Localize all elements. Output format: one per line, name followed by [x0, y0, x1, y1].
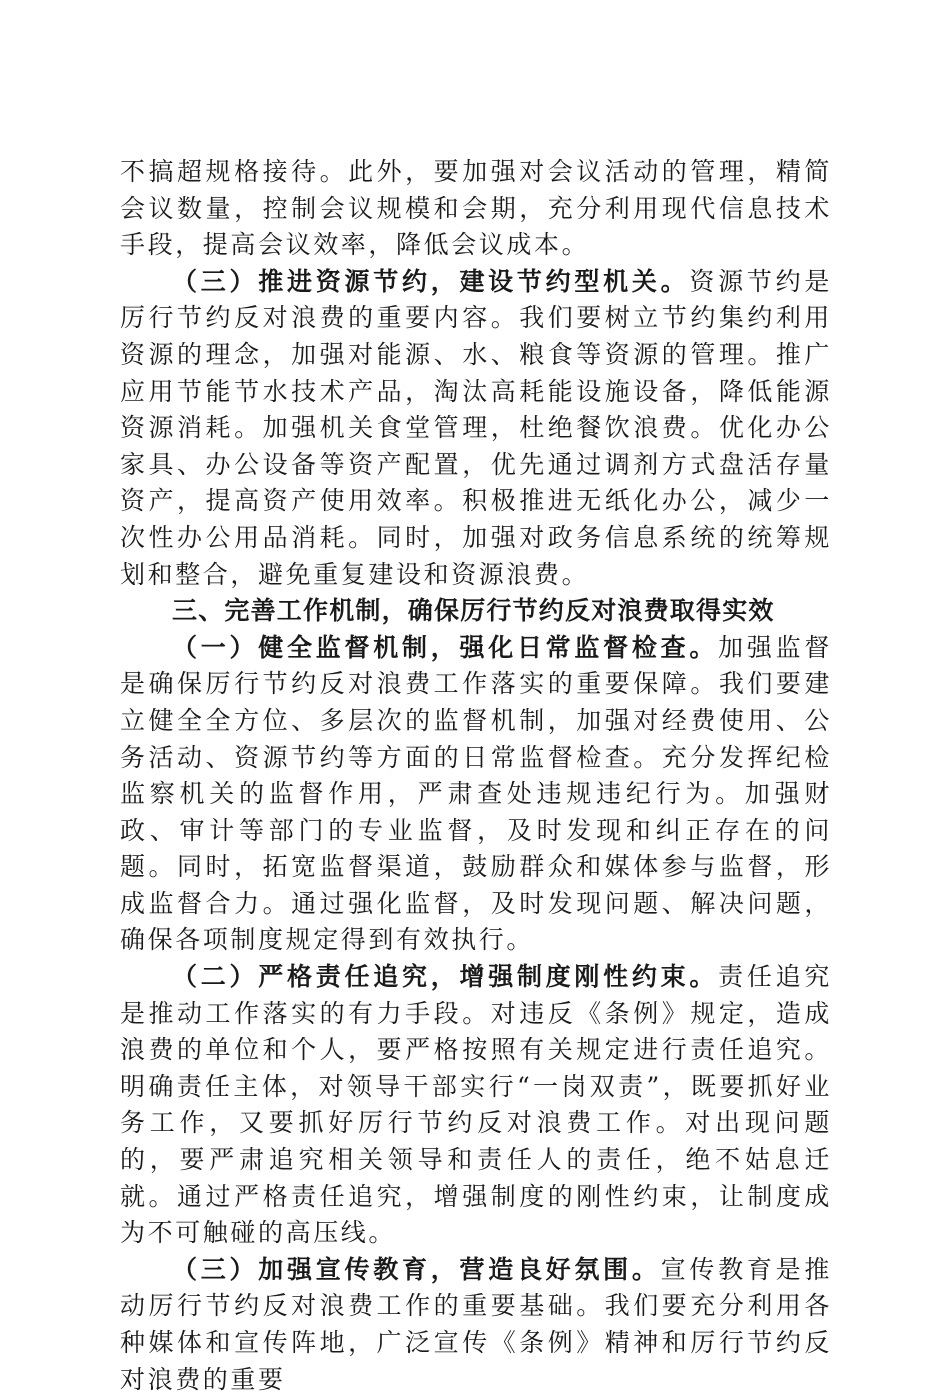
section-heading-three: 三、完善工作机制，确保厉行节约反对浪费取得实效 [172, 596, 775, 626]
paragraph-lead: （一）健全监督机制，强化日常监督检查。 [172, 632, 719, 662]
paragraph-lead: （三）推进资源节约，建设节约型机关。 [172, 266, 690, 296]
paragraph-resource-saving [120, 264, 832, 593]
paragraph-text: 资源节约是厉行节约反对浪费的重要内容。我们要树立节约集约利用资源的理念，加强对能源、水、粮食等资源的管理。推广应用节能节水技术产品，淘汰高耗能设施设备，降低能源资源消耗。加强机关食堂管理，杜绝餐饮浪费。优化办公家具、办公设备等资产配置，优先通过调剂方式盘活存量资产，提高资产使用效率。积极推进无纸化办公，减少一次性办公用品消耗。同时，加强对政务信息系统的统筹规划和整合，避免重复建设和资源浪费。 [120, 266, 832, 589]
paragraph-accountability [120, 959, 832, 1252]
paragraph-supervision [120, 630, 832, 959]
paragraph-lead: （三）加强宣传教育，营造良好氛围。 [172, 1254, 661, 1284]
paragraph-text: 责任追究是推动工作落实的有力手段。对违反《条例》规定，造成浪费的单位和个人，要严格按照有关规定进行责任追究。明确责任主体，对领导干部实行“一岗双责”，既要抓好业务工作，又要抓好厉行节约反对浪费工作。对出现问题的，要严肃追究相关领导和责任人的责任，绝不姑息迁就。通过严格责任追究，增强制度的刚性约束，让制度成为不可触碰的高压线。 [120, 962, 832, 1248]
paragraph-meeting-management [120, 154, 832, 264]
paragraph-text: 加强监督是确保厉行节约反对浪费工作落实的重要保障。我们要建立健全全方位、多层次的监督机制，加强对经费使用、公务活动、资源节约等方面的日常监督检查。充分发挥纪检监察机关的监督作用，严肃查处违规违纪行为。加强财政、审计等部门的专业监督，及时发现和纠正存在的问题。同时，拓宽监督渠道，鼓励群众和媒体参与监督，形成监督合力。通过强化监督，及时发现问题、解决问题，确保各项制度规定得到有效执行。 [120, 632, 832, 955]
paragraph-lead: （二）严格责任追究，增强制度刚性约束。 [172, 962, 719, 992]
paragraph-text: 不搞超规格接待。此外，要加强对会议活动的管理，精简会议数量，控制会议规模和会期，充分利用现代信息技术手段，提高会议效率，降低会议成本。 [120, 157, 832, 260]
paragraph-text: 宣传教育是推动厉行节约反对浪费工作的重要基础。我们要充分利用各种媒体和宣传阵地，广泛宣传《条例》精神和厉行节约反对浪费的重要 [120, 1254, 832, 1394]
document-body [120, 154, 832, 1398]
paragraph-publicity [120, 1252, 832, 1398]
